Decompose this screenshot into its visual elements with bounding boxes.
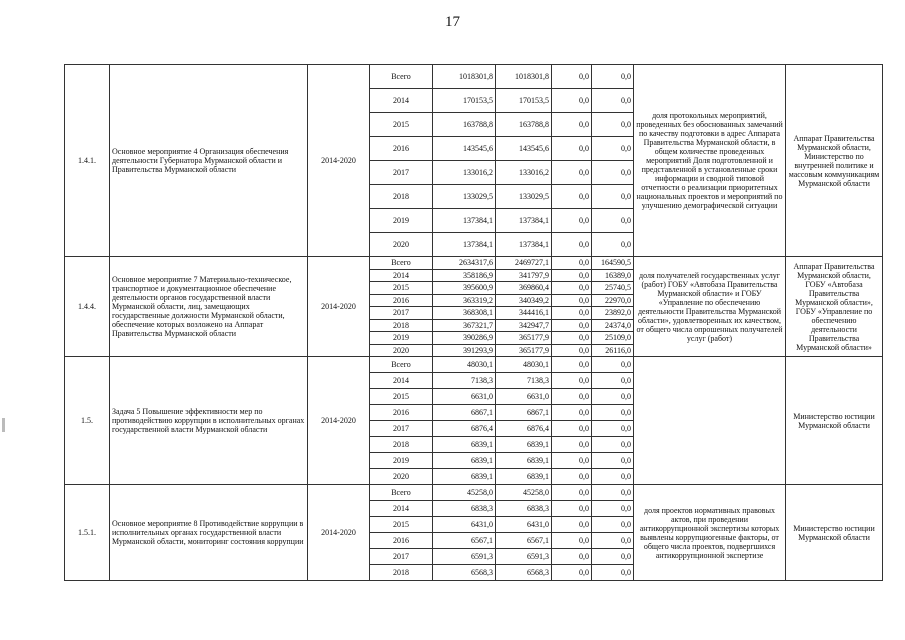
value-other: 0,0 [592, 161, 634, 185]
year-cell: 2019 [370, 453, 433, 469]
page-number: 17 [445, 14, 460, 30]
value-other: 0,0 [592, 185, 634, 209]
value-total: 6567,1 [433, 533, 496, 549]
value-total: 390286,9 [433, 332, 496, 345]
value-federal: 0,0 [552, 89, 592, 113]
value-other: 23892,0 [592, 307, 634, 320]
row-number: 1.4.4. [65, 257, 110, 357]
value-total: 133016,2 [433, 161, 496, 185]
value-total: 6867,1 [433, 405, 496, 421]
year-cell: 2014 [370, 373, 433, 389]
year-cell: 2017 [370, 421, 433, 437]
value-other: 0,0 [592, 65, 634, 89]
value-total: 137384,1 [433, 233, 496, 257]
value-total: 137384,1 [433, 209, 496, 233]
value-regional: 133016,2 [496, 161, 552, 185]
value-other: 0,0 [592, 533, 634, 549]
value-regional: 45258,0 [496, 485, 552, 501]
responsible-executor: Министерство юстиции Мурманской области [786, 485, 883, 581]
value-other: 24374,0 [592, 319, 634, 332]
year-cell: 2019 [370, 332, 433, 345]
value-federal: 0,0 [552, 389, 592, 405]
year-cell: 2014 [370, 269, 433, 282]
value-regional: 7138,3 [496, 373, 552, 389]
year-cell: 2015 [370, 389, 433, 405]
responsible-executor: Министерство юстиции Мурманской области [786, 357, 883, 485]
value-total: 6876,4 [433, 421, 496, 437]
value-regional: 6867,1 [496, 405, 552, 421]
value-regional: 143545,6 [496, 137, 552, 161]
value-federal: 0,0 [552, 282, 592, 295]
value-total: 6568,3 [433, 565, 496, 581]
year-cell: 2016 [370, 533, 433, 549]
year-cell: 2014 [370, 501, 433, 517]
value-regional: 6838,3 [496, 501, 552, 517]
year-cell: 2016 [370, 294, 433, 307]
value-federal: 0,0 [552, 319, 592, 332]
year-cell: 2015 [370, 282, 433, 295]
value-regional: 6876,4 [496, 421, 552, 437]
indicator-description [634, 357, 786, 485]
value-regional: 137384,1 [496, 233, 552, 257]
value-regional: 342947,7 [496, 319, 552, 332]
value-other: 25109,0 [592, 332, 634, 345]
value-other: 0,0 [592, 485, 634, 501]
value-total: 6839,1 [433, 437, 496, 453]
value-federal: 0,0 [552, 294, 592, 307]
value-federal: 0,0 [552, 453, 592, 469]
value-regional: 344416,1 [496, 307, 552, 320]
value-federal: 0,0 [552, 209, 592, 233]
value-federal: 0,0 [552, 565, 592, 581]
value-other: 0,0 [592, 113, 634, 137]
value-other: 26116,0 [592, 344, 634, 357]
period-cell: 2014-2020 [308, 357, 370, 485]
year-cell: 2020 [370, 469, 433, 485]
value-total: 367321,7 [433, 319, 496, 332]
indicator-description: доля проектов нормативных правовых актов, при проведении антикоррупционной экспертизы которых выявлены коррупциогенные факторы, от общего числа проектов, подвергшихся антикоррупционной экспертизе [634, 485, 786, 581]
value-regional: 6591,3 [496, 549, 552, 565]
table-row [65, 485, 883, 501]
task-description: Задача 5 Повышение эффективности мер по противодействию коррупции в исполнительных органах государственной власти Мурманской области [110, 357, 308, 485]
task-description: Основное мероприятие 8 Противодействие коррупции в исполнительных органах государственной власти Мурманской области, мониторинг состояния коррупции [110, 485, 308, 581]
value-other: 22970,0 [592, 294, 634, 307]
value-total: 6591,3 [433, 549, 496, 565]
year-cell: 2016 [370, 137, 433, 161]
year-cell: 2020 [370, 344, 433, 357]
value-federal: 0,0 [552, 357, 592, 373]
value-federal: 0,0 [552, 257, 592, 270]
value-total: 48030,1 [433, 357, 496, 373]
value-other: 0,0 [592, 453, 634, 469]
value-regional: 341797,9 [496, 269, 552, 282]
value-total: 170153,5 [433, 89, 496, 113]
value-federal: 0,0 [552, 332, 592, 345]
value-total: 2634317,6 [433, 257, 496, 270]
value-other: 0,0 [592, 357, 634, 373]
value-total: 1018301,8 [433, 65, 496, 89]
value-regional: 6568,3 [496, 565, 552, 581]
value-total: 143545,6 [433, 137, 496, 161]
year-cell: 2014 [370, 89, 433, 113]
scan-edge-mark [2, 418, 5, 432]
value-other: 0,0 [592, 501, 634, 517]
row-number: 1.4.1. [65, 65, 110, 257]
value-regional: 48030,1 [496, 357, 552, 373]
value-total: 358186,9 [433, 269, 496, 282]
value-total: 163788,8 [433, 113, 496, 137]
value-total: 6839,1 [433, 469, 496, 485]
value-federal: 0,0 [552, 185, 592, 209]
period-cell: 2014-2020 [308, 485, 370, 581]
year-cell: Всего [370, 257, 433, 270]
value-regional: 133029,5 [496, 185, 552, 209]
value-total: 368308,1 [433, 307, 496, 320]
year-cell: 2017 [370, 549, 433, 565]
value-federal: 0,0 [552, 501, 592, 517]
value-other: 0,0 [592, 565, 634, 581]
value-other: 164590,5 [592, 257, 634, 270]
year-cell: 2017 [370, 307, 433, 320]
value-regional: 163788,8 [496, 113, 552, 137]
value-federal: 0,0 [552, 485, 592, 501]
value-federal: 0,0 [552, 469, 592, 485]
table-row [65, 257, 883, 270]
value-federal: 0,0 [552, 533, 592, 549]
value-total: 6431,0 [433, 517, 496, 533]
row-number: 1.5. [65, 357, 110, 485]
row-number: 1.5.1. [65, 485, 110, 581]
value-other: 0,0 [592, 405, 634, 421]
value-regional: 6839,1 [496, 437, 552, 453]
value-regional: 6631,0 [496, 389, 552, 405]
year-cell: 2016 [370, 405, 433, 421]
year-cell: 2018 [370, 185, 433, 209]
value-regional: 2469727,1 [496, 257, 552, 270]
value-total: 395600,9 [433, 282, 496, 295]
value-total: 6631,0 [433, 389, 496, 405]
value-total: 363319,2 [433, 294, 496, 307]
value-other: 0,0 [592, 137, 634, 161]
table-row [65, 65, 883, 89]
value-other: 0,0 [592, 89, 634, 113]
value-regional: 1018301,8 [496, 65, 552, 89]
value-total: 7138,3 [433, 373, 496, 389]
value-regional: 6431,0 [496, 517, 552, 533]
indicator-description: доля протокольных мероприятий, проведенных без обоснованных замечаний по качеству подготовки в адрес Аппарата Правительства Мурманской области, в общем количестве проведенных мероприятий Доля подготовленной и представленной в установленные сроки информации и сводной типовой отчетности о реализации приоритетных национальных проектов и мероприятий по улучшению демографической ситуации [634, 65, 786, 257]
value-federal: 0,0 [552, 517, 592, 533]
value-total: 391293,9 [433, 344, 496, 357]
value-federal: 0,0 [552, 137, 592, 161]
value-federal: 0,0 [552, 421, 592, 437]
year-cell: Всего [370, 65, 433, 89]
value-federal: 0,0 [552, 233, 592, 257]
year-cell: Всего [370, 485, 433, 501]
year-cell: 2020 [370, 233, 433, 257]
value-regional: 137384,1 [496, 209, 552, 233]
year-cell: 2018 [370, 319, 433, 332]
year-cell: 2018 [370, 437, 433, 453]
table-row [65, 357, 883, 373]
value-regional: 6839,1 [496, 469, 552, 485]
value-other: 0,0 [592, 233, 634, 257]
value-regional: 340349,2 [496, 294, 552, 307]
value-other: 0,0 [592, 469, 634, 485]
value-federal: 0,0 [552, 405, 592, 421]
value-federal: 0,0 [552, 161, 592, 185]
task-description: Основное мероприятие 4 Организация обеспечения деятельности Губернатора Мурманской области и Правительства Мурманской области [110, 65, 308, 257]
value-federal: 0,0 [552, 269, 592, 282]
value-regional: 170153,5 [496, 89, 552, 113]
value-regional: 6567,1 [496, 533, 552, 549]
value-federal: 0,0 [552, 307, 592, 320]
value-federal: 0,0 [552, 373, 592, 389]
responsible-executor: Аппарат Правительства Мурманской области, ГОБУ «Автобаза Правительства Мурманской области», ГОБУ «Управление по обеспечению деятельности Правительства Мурманской области» [786, 257, 883, 357]
year-cell: 2019 [370, 209, 433, 233]
responsible-executor: Аппарат Правительства Мурманской области, Министерство по внутренней политике и массовым коммуникациям Мурманской области [786, 65, 883, 257]
year-cell: 2018 [370, 565, 433, 581]
value-total: 6839,1 [433, 453, 496, 469]
year-cell: 2017 [370, 161, 433, 185]
value-other: 16389,0 [592, 269, 634, 282]
value-other: 25740,5 [592, 282, 634, 295]
year-cell: 2015 [370, 517, 433, 533]
year-cell: 2015 [370, 113, 433, 137]
year-cell: Всего [370, 357, 433, 373]
indicator-description: доля получателей государственных услуг (работ) ГОБУ «Автобаза Правительства Мурманской области» и ГОБУ «Управление по обеспечению деятельности Правительства Мурманской области», удовлетворенных их качеством, от общего числа опрошенных получателей услуг (работ) [634, 257, 786, 357]
value-total: 45258,0 [433, 485, 496, 501]
period-cell: 2014-2020 [308, 65, 370, 257]
period-cell: 2014-2020 [308, 257, 370, 357]
value-other: 0,0 [592, 209, 634, 233]
value-federal: 0,0 [552, 344, 592, 357]
value-other: 0,0 [592, 389, 634, 405]
value-other: 0,0 [592, 549, 634, 565]
value-other: 0,0 [592, 517, 634, 533]
value-other: 0,0 [592, 437, 634, 453]
value-regional: 369860,4 [496, 282, 552, 295]
value-federal: 0,0 [552, 549, 592, 565]
value-regional: 6839,1 [496, 453, 552, 469]
value-total: 6838,3 [433, 501, 496, 517]
budget-table [64, 64, 883, 581]
value-other: 0,0 [592, 373, 634, 389]
value-total: 133029,5 [433, 185, 496, 209]
value-federal: 0,0 [552, 65, 592, 89]
task-description: Основное мероприятие 7 Материально-техническое, транспортное и документационное обеспечение деятельности органов государственной власти Мурманской области, лиц, замещающих государственные должности Мурманской области, обеспечение которых возложено на Аппарат Правительства Мурманской области [110, 257, 308, 357]
value-regional: 365177,9 [496, 332, 552, 345]
value-regional: 365177,9 [496, 344, 552, 357]
value-federal: 0,0 [552, 113, 592, 137]
value-federal: 0,0 [552, 437, 592, 453]
value-other: 0,0 [592, 421, 634, 437]
